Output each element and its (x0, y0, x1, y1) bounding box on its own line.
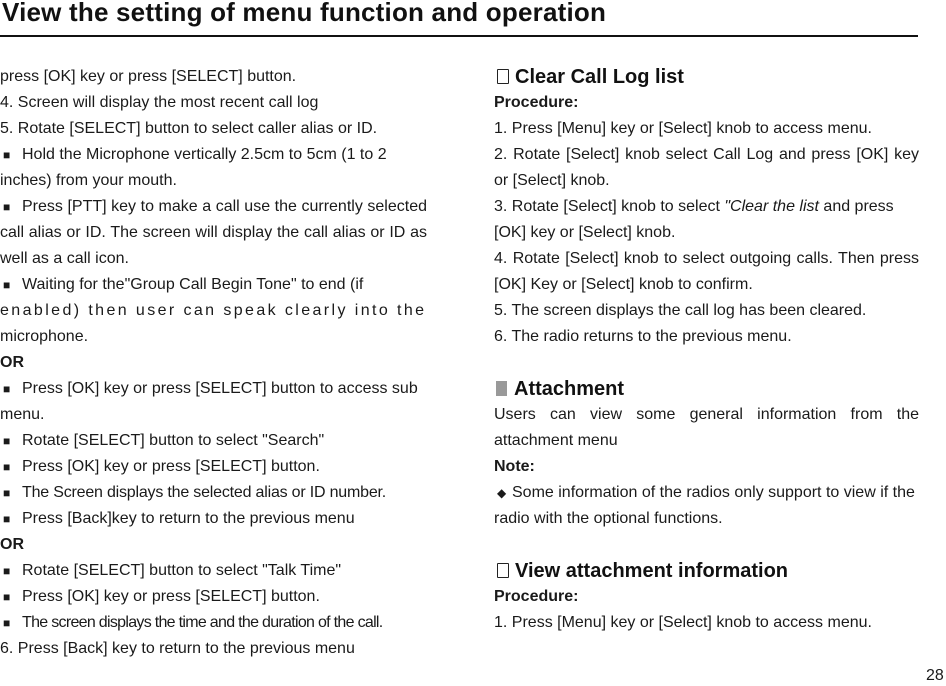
page-title: View the setting of menu function and operation (2, 0, 607, 27)
title-rule (0, 35, 918, 37)
bullet-item: ■ The screen displays the time and the duration of the call. (0, 610, 427, 636)
spacer (494, 532, 919, 558)
or-label: OR (0, 354, 24, 371)
procedure-step: 5. The screen displays the call log has been cleared. (494, 302, 867, 319)
bullet-item: ■ Press [PTT] key to make a call use the currently selected call alias or ID. The screen will display the call alias or ID as well as a call icon. (0, 194, 427, 272)
procedure-step (494, 194, 919, 246)
procedure-step: 1. Press [Menu] key or [Select] knob to access menu. (494, 614, 872, 631)
bullet-item: ■ The Screen displays the selected alias or ID number. (0, 480, 427, 506)
section-heading-attachment (494, 376, 919, 402)
procedure-step: 4. Rotate [Select] knob to select outgoing calls. Then press [OK] Key or [Select] knob to confirm. (494, 250, 919, 293)
procedure-label: Procedure: (494, 588, 579, 605)
procedure-label: Procedure: (494, 94, 579, 111)
bullet-item: ■ Press [OK] key or press [SELECT] button to access sub menu. (0, 376, 427, 428)
step-text: 3. Rotate [Select] knob to select (494, 198, 725, 215)
procedure-step: 2. Rotate [Select] knob select Call Log and press [OK] key or [Select] knob. (494, 146, 919, 189)
section-heading-text: Clear Call Log list (515, 66, 684, 88)
section-heading-text: Attachment (514, 378, 625, 400)
step-text: and press [OK] key or [Select] knob. (494, 198, 894, 241)
document-icon (497, 69, 509, 84)
step-emphasis: "Clear the list (724, 198, 819, 215)
procedure-step: 6. The radio returns to the previous menu. (494, 328, 792, 345)
text-line: press [OK] key or press [SELECT] button. (0, 68, 297, 85)
note-label: Note: (494, 458, 535, 475)
bullet-item: ■ Press [OK] key or press [SELECT] button. (0, 454, 427, 480)
step-5: 5. Rotate [SELECT] button to select caller alias or ID. (0, 120, 378, 137)
bullet-item-cont: microphone. (0, 328, 89, 345)
left-column (0, 64, 427, 662)
bullet-item: ■ Rotate [SELECT] button to select "Search" (0, 428, 427, 454)
procedure-step: 1. Press [Menu] key or [Select] knob to access menu. (494, 120, 872, 137)
section-heading-view-attachment (494, 558, 919, 584)
or-label: OR (0, 536, 24, 553)
bullet-item-cont: enabled) then user can speak clearly into the (0, 302, 427, 319)
section-heading-text: View attachment information (515, 560, 789, 582)
note-item: ◆ Some information of the radios only support to view if the radio with the optional functions. (494, 480, 919, 532)
square-bullet-icon (496, 381, 507, 396)
bullet-item: ■ Press [OK] key or press [SELECT] button. (0, 584, 427, 610)
step-4: 4. Screen will display the most recent call log (0, 94, 319, 111)
bullet-item: ■ Waiting for the"Group Call Begin Tone" to end (if (0, 272, 427, 298)
bullet-item: ■ Hold the Microphone vertically 2.5cm to 5cm (1 to 2 inches) from your mouth. (0, 142, 427, 194)
right-column (494, 64, 919, 636)
attachment-intro: Users can view some general information from the attachment menu (494, 406, 919, 449)
bullet-item: ■ Rotate [SELECT] button to select "Talk Time" (0, 558, 427, 584)
document-icon (497, 563, 509, 578)
spacer (494, 350, 919, 376)
step-6: 6. Press [Back] key to return to the previous menu (0, 640, 355, 657)
page-number: 28 (926, 667, 944, 684)
section-heading-clear-call-log (494, 64, 919, 90)
bullet-item: ■ Press [Back]key to return to the previous menu (0, 506, 427, 532)
